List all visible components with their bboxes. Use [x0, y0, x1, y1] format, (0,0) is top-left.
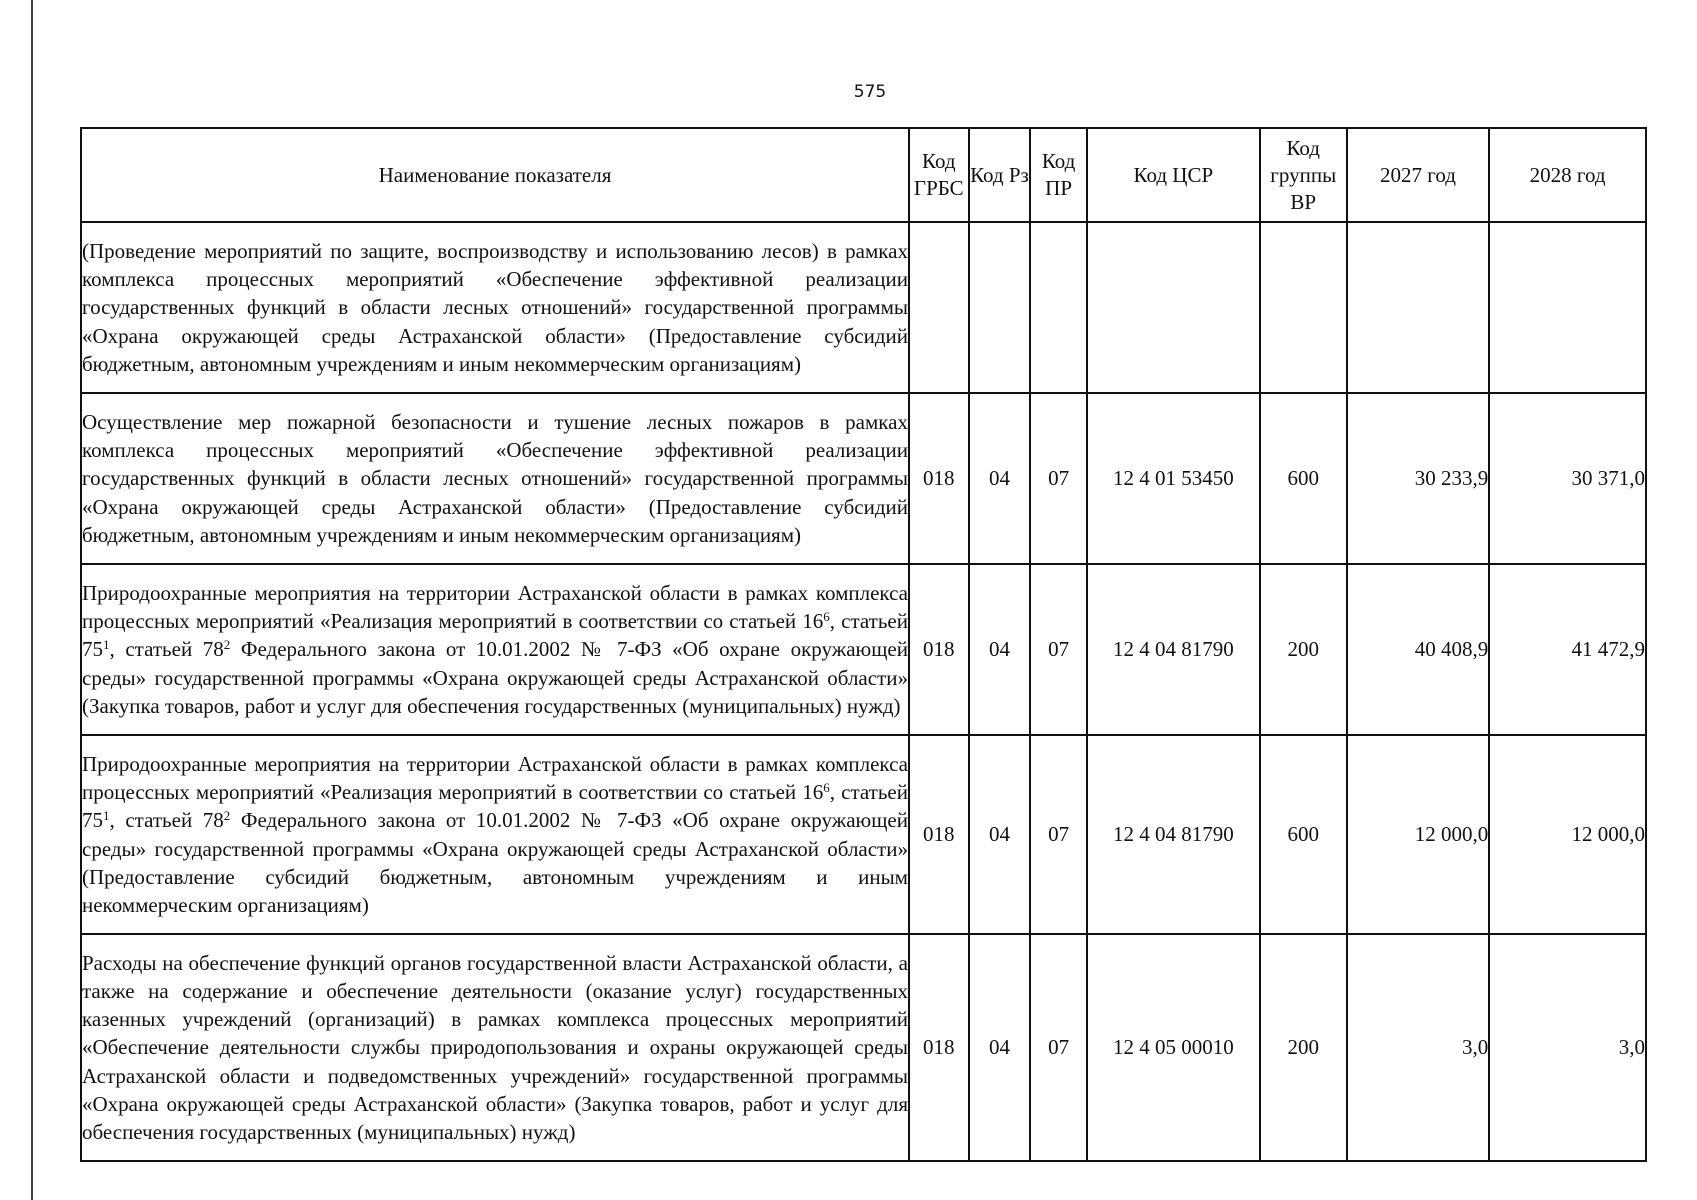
- row-rz: 04: [969, 393, 1031, 564]
- row-grbs: 018: [909, 564, 969, 735]
- row-vr: 600: [1260, 393, 1347, 564]
- row-rz: [969, 222, 1031, 393]
- row-2028: 41 472,9: [1489, 564, 1646, 735]
- name-text: Природоохранные мероприятия на территории Астраханской области в рамках комплекса процессных мероприятий «Реализация мероприятий в соответствии со статьей 16: [82, 580, 908, 634]
- table-row: [81, 222, 1646, 393]
- superscript: 6: [823, 779, 830, 795]
- row-pr: [1030, 222, 1087, 393]
- row-pr: 07: [1030, 934, 1087, 1161]
- row-rz: 04: [969, 934, 1031, 1161]
- superscript: 2: [223, 637, 231, 653]
- row-2027: 40 408,9: [1347, 564, 1490, 735]
- header-name: Наименование показателя: [81, 128, 909, 222]
- header-rz: Код Рз: [969, 128, 1031, 222]
- name-text: , статьей 78: [109, 637, 224, 662]
- row-vr: 200: [1260, 564, 1347, 735]
- row-grbs: 018: [909, 934, 969, 1161]
- superscript: 1: [103, 808, 110, 824]
- superscript: 2: [223, 808, 231, 824]
- table-row: [81, 934, 1646, 1161]
- row-2027: [1347, 222, 1490, 393]
- row-rz: 04: [969, 735, 1031, 934]
- row-vr: 600: [1260, 735, 1347, 934]
- row-2028: 3,0: [1489, 934, 1646, 1161]
- name-text: Федерального закона от 10.01.2002 № 7-ФЗ «Об охране окружающей среды» государственной программы «Охрана окружающей среды Астраханской области» (Предоставление субсидий бюджетным, автономным учреждениям и иным некоммерческим организациям): [82, 808, 908, 917]
- row-name: Осуществление мер пожарной безопасности и тушение лесных пожаров в рамках комплекса процессных мероприятий «Обеспечение эффективной реализации государственных функций в области лесных отношений» государственной программы «Охрана окружающей среды Астраханской области» (Предоставление субсидий бюджетным, автономным учреждениям и иным некоммерческим организациям): [81, 393, 909, 564]
- budget-table: [80, 127, 1647, 1162]
- row-pr: 07: [1030, 564, 1087, 735]
- row-csr: 12 4 01 53450: [1087, 393, 1260, 564]
- row-pr: 07: [1030, 735, 1087, 934]
- name-text: , статьей 78: [109, 808, 224, 833]
- header-2028: 2028 год: [1489, 128, 1646, 222]
- superscript: 1: [103, 637, 110, 653]
- page-number: 575: [853, 82, 887, 102]
- row-2027: 12 000,0: [1347, 735, 1490, 934]
- row-csr: 12 4 05 00010: [1087, 934, 1260, 1161]
- header-csr: Код ЦСР: [1087, 128, 1260, 222]
- row-rz: 04: [969, 564, 1031, 735]
- row-name: (Проведение мероприятий по защите, воспроизводству и использованию лесов) в рамках комплекса процессных мероприятий «Обеспечение эффективной реализации государственных функций в области лесных отношений» государственной программы «Охрана окружающей среды Астраханской области» (Предоставление субсидий бюджетным, автономным учреждениям и иным некоммерческим организациям): [81, 222, 909, 393]
- name-text: , статьей 75: [82, 609, 908, 662]
- name-text: Природоохранные мероприятия на территории Астраханской области в рамках комплекса процессных мероприятий «Реализация мероприятий в соответствии со статьей 16: [82, 751, 908, 805]
- row-name: [81, 564, 909, 735]
- left-margin-line: [31, 0, 33, 1200]
- table-row: [81, 735, 1646, 934]
- row-vr: 200: [1260, 934, 1347, 1161]
- row-grbs: 018: [909, 393, 969, 564]
- table-header-row: [81, 128, 1646, 222]
- header-grbs: Код ГРБС: [909, 128, 969, 222]
- row-name: [81, 735, 909, 934]
- table-row: [81, 564, 1646, 735]
- row-2028: 12 000,0: [1489, 735, 1646, 934]
- superscript: 6: [823, 609, 830, 625]
- row-csr: [1087, 222, 1260, 393]
- table-row: [81, 393, 1646, 564]
- row-2028: [1489, 222, 1646, 393]
- row-csr: 12 4 04 81790: [1087, 564, 1260, 735]
- row-2027: 30 233,9: [1347, 393, 1490, 564]
- name-text: , статьей 75: [82, 780, 908, 833]
- row-grbs: 018: [909, 735, 969, 934]
- row-name: Расходы на обеспечение функций органов государственной власти Астраханской области, а также на содержание и обеспечение деятельности (оказание услуг) государственных казенных учреждений (организаций) в рамках комплекса процессных мероприятий «Обеспечение деятельности службы природопользования и охраны окружающей среды Астраханской области и подведомственных учреждений» государственной программы «Охрана окружающей среды Астраханской области» (Закупка товаров, работ и услуг для обеспечения государственных (муниципальных) нужд): [81, 934, 909, 1161]
- row-pr: 07: [1030, 393, 1087, 564]
- row-2028: 30 371,0: [1489, 393, 1646, 564]
- header-vr: Код группы ВР: [1260, 128, 1347, 222]
- header-2027: 2027 год: [1347, 128, 1490, 222]
- header-pr: Код ПР: [1030, 128, 1087, 222]
- name-text: Федерального закона от 10.01.2002 № 7-ФЗ «Об охране окружающей среды» государственной программы «Охрана окружающей среды Астраханской области» (Закупка товаров, работ и услуг для обеспечения государственных (муниципальных) нужд): [82, 637, 908, 718]
- row-csr: 12 4 04 81790: [1087, 735, 1260, 934]
- row-2027: 3,0: [1347, 934, 1490, 1161]
- row-grbs: [909, 222, 969, 393]
- row-vr: [1260, 222, 1347, 393]
